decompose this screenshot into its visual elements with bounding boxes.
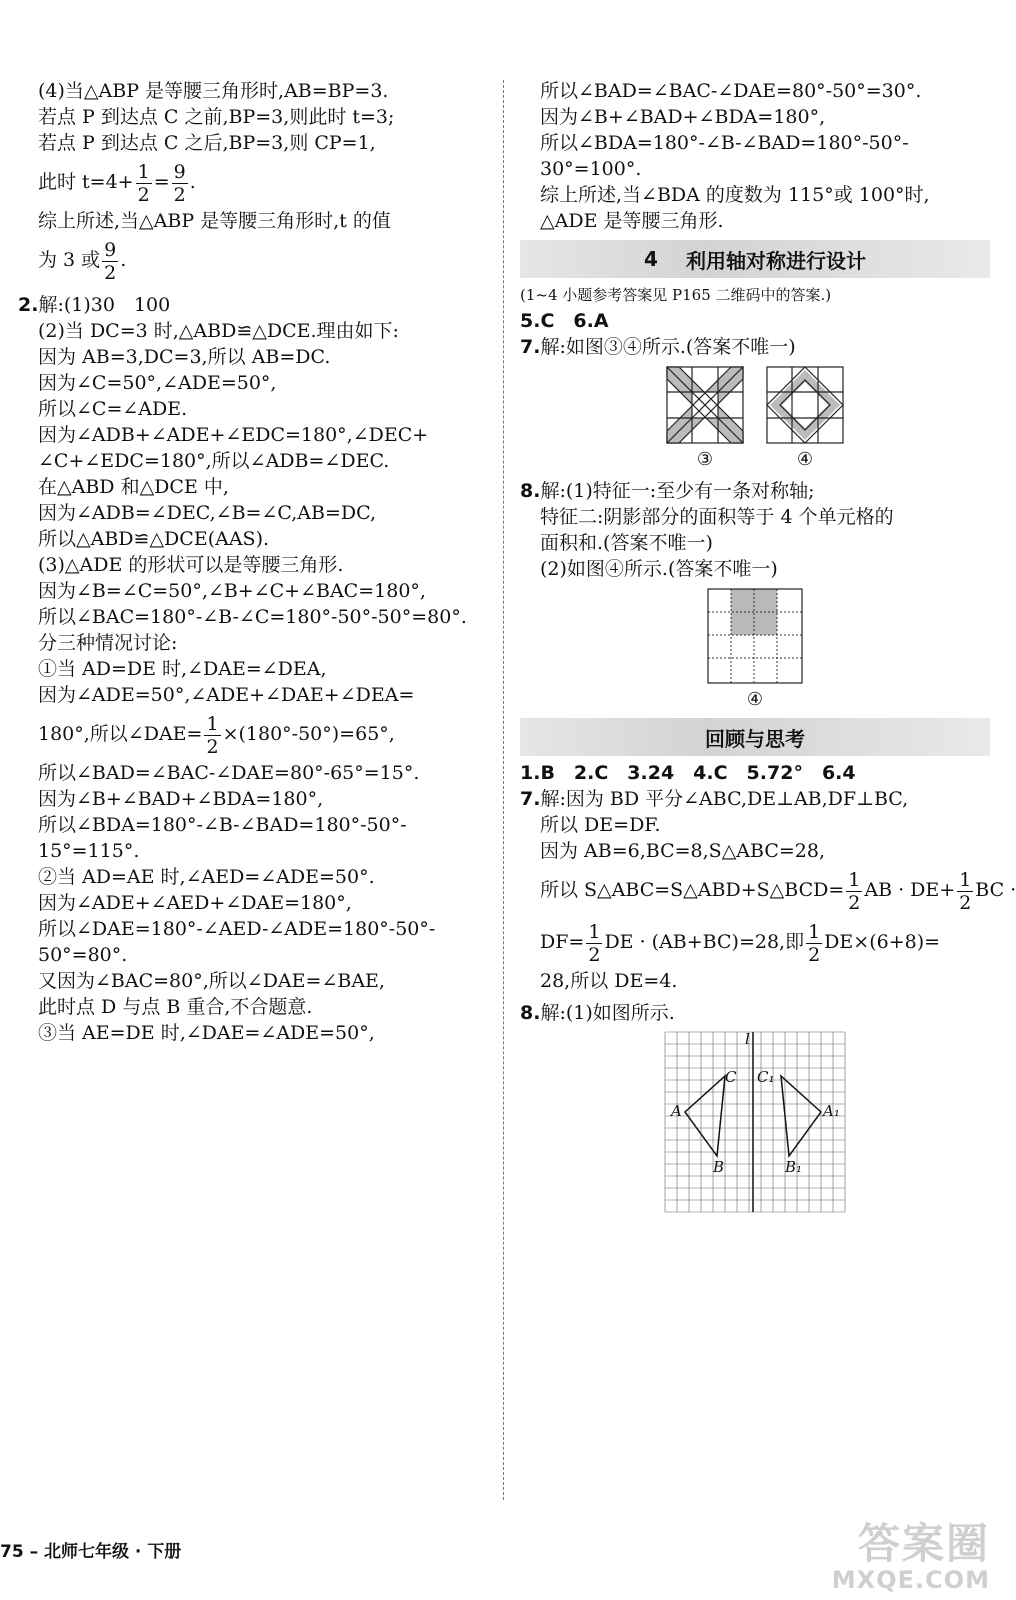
r7-line: 因为 AB=6,BC=8,S△ABC=28, bbox=[540, 840, 826, 862]
text-line: ①当 AD=DE 时,∠DAE=∠DEA, bbox=[38, 658, 327, 680]
text-line: 因为∠ADE+∠AED+∠DAE=180°, bbox=[38, 892, 352, 914]
right-column bbox=[520, 78, 1016, 1218]
question-number: 7. bbox=[520, 336, 541, 358]
text-line: 所以∠C=∠ADE. bbox=[38, 398, 188, 420]
section-title: 利用轴对称进行设计 bbox=[685, 248, 866, 273]
answers-5-6: 5.C 6.A bbox=[520, 310, 609, 332]
text-line: 综上所述,当△ABP 是等腰三角形时,t 的值 bbox=[38, 210, 391, 232]
text-line: (4)当△ABP 是等腰三角形时,AB=BP=3. bbox=[38, 80, 389, 102]
question-text: 解:(1)特征一:至少有一条对称轴; bbox=[540, 480, 815, 502]
text-line: (3)△ADE 的形状可以是等腰三角形. bbox=[38, 554, 344, 576]
r7-line: 所以 S△ABC=S△ABD+S△BCD= $\frac{1}{2}$ AB · DE+ $\frac{1}{2}$ BC · bbox=[540, 868, 1016, 914]
text-line: 因为∠B+∠BAD+∠BDA=180°, bbox=[38, 788, 324, 810]
svg-text:l: l bbox=[745, 1030, 750, 1048]
reflection-grid-svg bbox=[665, 1032, 845, 1212]
page-footer: 75 – 北师七年级 · 下册 bbox=[0, 1542, 182, 1562]
review-question-7 bbox=[520, 786, 990, 812]
text-line: 综上所述,当∠BDA 的度数为 115°或 100°时, bbox=[540, 184, 930, 206]
text-line: 分三种情况讨论: bbox=[38, 632, 178, 654]
q8-line: 面积和.(答案不唯一) bbox=[540, 532, 713, 554]
answer-note: (1~4 小题参考答案见 P165 二维码中的答案.) bbox=[520, 286, 832, 304]
text-line: 30°=100°. bbox=[540, 158, 642, 180]
text-line: (2)当 DC=3 时,△ABD≌△DCE.理由如下: bbox=[38, 320, 399, 342]
figure-q8 bbox=[520, 588, 990, 712]
review-question-8 bbox=[520, 1000, 990, 1026]
text-line: 所以△ABD≌△DCE(AAS). bbox=[38, 528, 270, 550]
text-line: △ADE 是等腰三角形. bbox=[540, 210, 724, 232]
pattern-4-svg bbox=[766, 366, 844, 444]
text-line: 50°=80°. bbox=[38, 944, 128, 966]
question-7 bbox=[520, 334, 990, 360]
svg-text:C: C bbox=[725, 1068, 737, 1086]
column-divider bbox=[503, 80, 504, 1500]
text-line: ∠C+∠EDC=180°,所以∠ADB=∠DEC. bbox=[38, 450, 390, 472]
question-text: 解:因为 BD 平分∠ABC,DE⊥AB,DF⊥BC, bbox=[540, 788, 909, 810]
text-line: ②当 AD=AE 时,∠AED=∠ADE=50°. bbox=[38, 866, 375, 888]
left-column bbox=[18, 78, 496, 1046]
q8-line: 特征二:阴影部分的面积等于 4 个单元格的 bbox=[540, 506, 894, 528]
text-line: 所以∠DAE=180°-∠AED-∠ADE=180°-50°- bbox=[38, 918, 436, 940]
figure-caption: ④ bbox=[746, 689, 764, 710]
text-line: 2.解:(1)30 100 bbox=[18, 294, 171, 316]
svg-text:C₁: C₁ bbox=[757, 1068, 775, 1086]
text-line: 因为∠C=50°,∠ADE=50°, bbox=[38, 372, 277, 394]
text-line: 所以∠BAD=∠BAC-∠DAE=80°-65°=15°. bbox=[38, 762, 420, 784]
r7-line: 28,所以 DE=4. bbox=[540, 970, 678, 992]
text-line: 因为∠ADB=∠DEC,∠B=∠C,AB=DC, bbox=[38, 502, 377, 524]
section-header-4 bbox=[520, 240, 990, 278]
svg-text:A: A bbox=[671, 1102, 682, 1120]
text-line: 所以∠BDA=180°-∠B-∠BAD=180°-50°- bbox=[540, 132, 909, 154]
text-line: 在△ABD 和△DCE 中, bbox=[38, 476, 229, 498]
section-header-review bbox=[520, 718, 990, 756]
question-number: 8. bbox=[520, 480, 541, 502]
r7-line: DF= $\frac{1}{2}$ DE · (AB+BC)=28,即 $\frac{1}{2}$ DE×(6+8)= bbox=[540, 920, 941, 966]
svg-text:B₁: B₁ bbox=[785, 1158, 803, 1176]
grid-pattern-svg bbox=[707, 588, 803, 684]
figure-caption: ④ bbox=[796, 449, 814, 470]
svg-text:A₁: A₁ bbox=[823, 1102, 840, 1120]
text-line: 因为 AB=3,DC=3,所以 AB=DC. bbox=[38, 346, 331, 368]
text-line: 若点 P 到达点 C 之前,BP=3,则此时 t=3; bbox=[38, 106, 395, 128]
text-line: ③当 AE=DE 时,∠DAE=∠ADE=50°, bbox=[38, 1022, 375, 1044]
text-line: 所以∠BDA=180°-∠B-∠BAD=180°-50°- bbox=[38, 814, 407, 836]
text-line: 因为∠B+∠BAD+∠BDA=180°, bbox=[540, 106, 826, 128]
question-8 bbox=[520, 478, 990, 504]
text-line: 此时 t=4+ $\frac{1}{2}$ = $\frac{9}{2}$ . bbox=[38, 160, 196, 206]
question-number: 8. bbox=[520, 1002, 541, 1024]
figure-3-4 bbox=[520, 366, 990, 472]
text-line: 因为∠ADE=50°,∠ADE+∠DAE+∠DEA= bbox=[38, 684, 415, 706]
solution-continued bbox=[520, 78, 990, 234]
text-line: 为 3 或 $\frac{9}{2}$ . bbox=[38, 238, 127, 284]
text-line: 15°=115°. bbox=[38, 840, 140, 862]
text-line: 180°,所以∠DAE= $\frac{1}{2}$ ×(180°-50°)=65°, bbox=[38, 712, 395, 758]
text-line: 因为∠B=∠C=50°,∠B+∠C+∠BAC=180°, bbox=[38, 580, 426, 602]
text-line: 所以∠BAC=180°-∠B-∠C=180°-50°-50°=80°. bbox=[38, 606, 467, 628]
watermark: 答案圈 MXQE.COM bbox=[831, 1519, 990, 1594]
question-number: 7. bbox=[520, 788, 541, 810]
text-line: 因为∠ADB+∠ADE+∠EDC=180°,∠DEC+ bbox=[38, 424, 429, 446]
figure-r8 bbox=[520, 1032, 990, 1212]
pattern-3-svg bbox=[666, 366, 744, 444]
section-number: 4 bbox=[644, 247, 658, 271]
question-text: 解:如图③④所示.(答案不唯一) bbox=[540, 336, 796, 358]
section-title: 回顾与思考 bbox=[705, 726, 805, 751]
figure-4 bbox=[766, 366, 844, 472]
figure-3 bbox=[666, 366, 744, 472]
text-line: 又因为∠BAC=80°,所以∠DAE=∠BAE, bbox=[38, 970, 385, 992]
r7-line: 所以 DE=DF. bbox=[540, 814, 661, 836]
text-line: 所以∠BAD=∠BAC-∠DAE=80°-50°=30°. bbox=[540, 80, 922, 102]
question-text: 解:(1)如图所示. bbox=[540, 1002, 675, 1024]
svg-text:B: B bbox=[713, 1158, 725, 1176]
figure-caption: ③ bbox=[696, 449, 714, 470]
text-line: 此时点 D 与点 B 重合,不合题意. bbox=[38, 996, 313, 1018]
text-line: 若点 P 到达点 C 之后,BP=3,则 CP=1, bbox=[38, 132, 376, 154]
review-answers: 1.B 2.C 3.24 4.C 5.72° 6.4 bbox=[520, 762, 856, 784]
q8-line: (2)如图④所示.(答案不唯一) bbox=[540, 558, 778, 580]
